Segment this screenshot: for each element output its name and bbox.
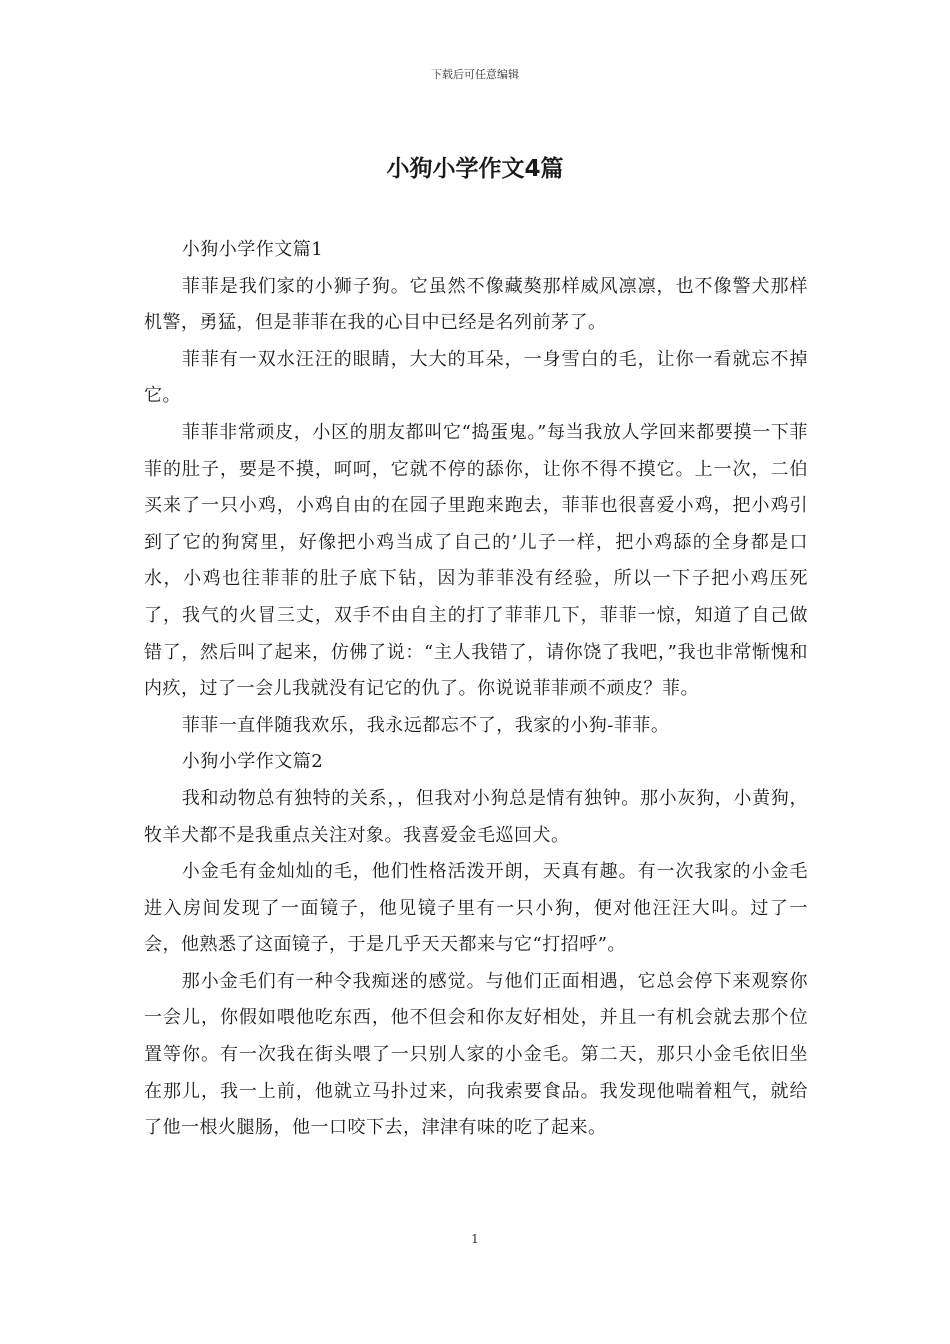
paragraph: 菲菲有一双水汪汪的眼睛，大大的耳朵，一身雪白的毛，让你一看就忘不掉它。	[144, 348, 808, 407]
header-note: 下载后可任意编辑	[431, 68, 519, 81]
paragraph: 菲菲是我们家的小狮子狗。它虽然不像藏獒那样威风凛凛，也不像警犬那样机警，勇猛，但是菲菲在我的心目中已经是名列前茅了。	[144, 275, 808, 334]
paragraph: 小金毛有金灿灿的毛，他们性格活泼开朗，天真有趣。有一次我家的小金毛进入房间发现了一面镜子，他见镜子里有一只小狗，便对他汪汪大叫。过了一会，他熟悉了这面镜子，于是几乎天天都来与它“打招呼”。	[144, 861, 808, 956]
section-heading-1: 小狗小学作文篇1	[181, 239, 324, 260]
paragraph: 菲菲一直伴随我欢乐，我永远都忘不了，我家的小狗-菲菲。	[181, 714, 670, 736]
paragraph: 我和动物总有独特的关系，，但我对小狗总是情有独钟。那小灰狗，小黄狗，牧羊犬都不是我重点关注对象。我喜爱金毛巡回犬。	[144, 787, 808, 846]
page-number: 1	[471, 1232, 479, 1246]
paragraph: 那小金毛们有一种令我痴迷的感觉。与他们正面相遇，它总会停下来观察你一会儿，你假如喂他吃东西，他不但会和你友好相处，并且一有机会就去那个位置等你。有一次我在街头喂了一只别人家的小金毛。第二天，那只小金毛依旧坐在那儿，我一上前，他就立马扑过来，向我索要食品。我发现他喘着粗气，就给了他一根火腿肠，他一口咬下去，津津有味的吃了起来。	[144, 970, 808, 1139]
document-title: 小狗小学作文4篇	[386, 156, 564, 182]
document-body	[144, 232, 808, 1147]
section-heading-2: 小狗小学作文篇2	[181, 751, 324, 773]
paragraph: 菲菲非常顽皮，小区的朋友都叫它“捣蛋鬼。”每当我放人学回来都要摸一下菲菲的肚子，要是不摸，呵呵，它就不停的舔你，让你不得不摸它。上一次，二伯买来了一只小鸡，小鸡自由的在园子里跑来跑去，菲菲也很喜爱小鸡，把小鸡引到了它的狗窝里，好像把小鸡当成了自己的’儿子一样，把小鸡舔的全身都是口水，小鸡也往菲菲的肚子底下钻，因为菲菲没有经验，所以一下子把小鸡压死了，我气的火冒三丈，双手不由自主的打了菲菲几下，菲菲一惊，知道了自己做错了，然后叫了起来，仿佛了说：“主人我错了，请你饶了我吧，”我也非常惭愧和内疚，过了一会儿我就没有记它的仇了。你说说菲菲顽不顽皮？菲。	[144, 421, 808, 700]
